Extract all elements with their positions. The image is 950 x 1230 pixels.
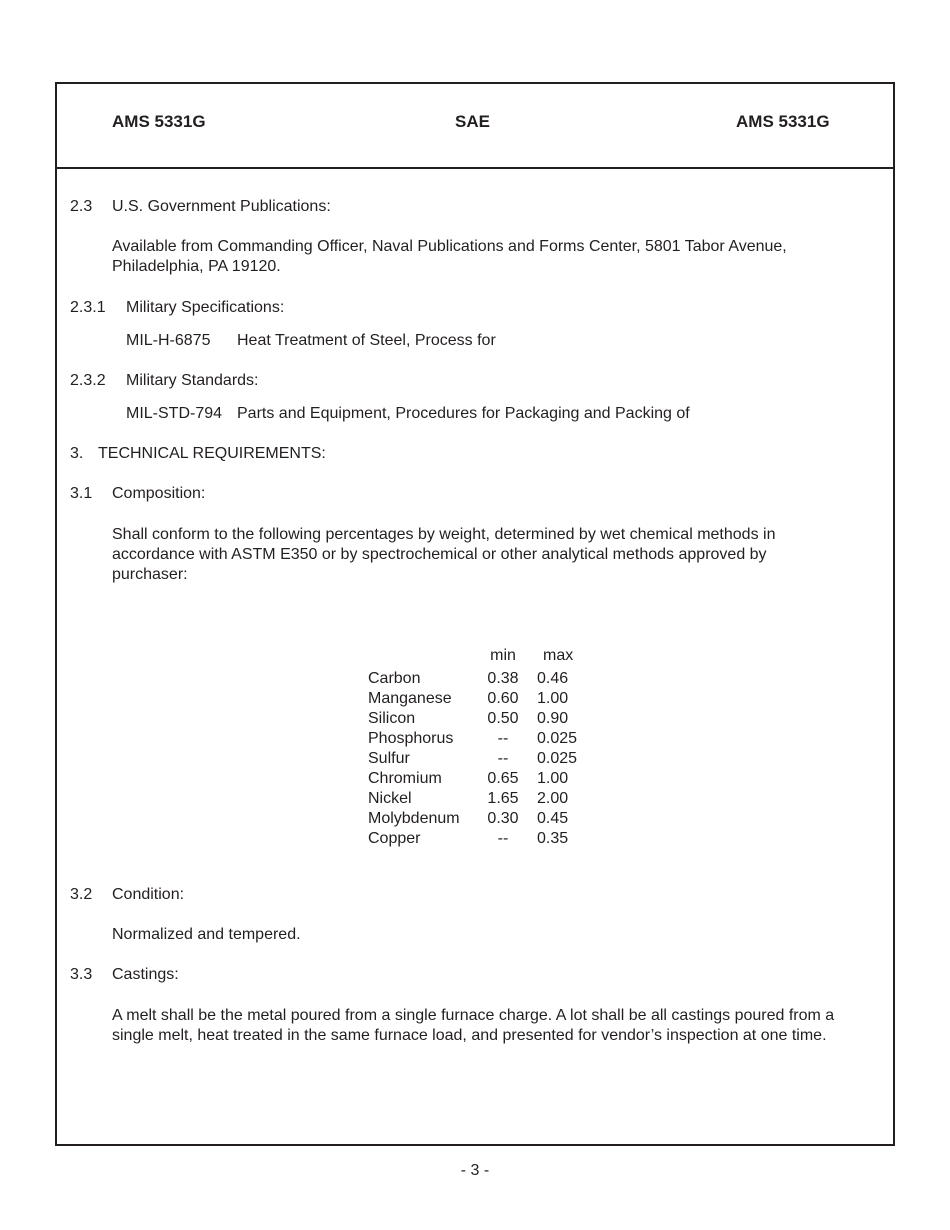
section-title: U.S. Government Publications:	[112, 198, 331, 215]
header-doc-id-left: AMS 5331G	[112, 112, 206, 131]
min-column-header: min	[490, 647, 516, 664]
section-title: Military Specifications:	[126, 299, 285, 316]
section-number: 2.3.2	[70, 372, 106, 389]
section-title: TECHNICAL REQUIREMENTS:	[98, 445, 326, 462]
section-number: 3.1	[70, 485, 93, 502]
element-name: Nickel	[368, 790, 412, 807]
min-value: --	[497, 830, 509, 847]
page-header	[57, 84, 893, 169]
section-number: 3.3	[70, 966, 93, 983]
max-value: 1.00	[537, 690, 569, 707]
section-body: Available from Commanding Officer, Naval Publications and Forms Center, 5801 Tabor Avenue, Philadelphia, PA 19120.	[112, 238, 787, 275]
standard-description: Parts and Equipment, Procedures for Packaging and Packing of	[237, 405, 690, 422]
section-title: Castings:	[112, 966, 179, 983]
element-name: Manganese	[368, 690, 452, 707]
section-number: 2.3	[70, 198, 93, 215]
header-org: SAE	[455, 112, 490, 131]
section-title: Composition:	[112, 485, 206, 502]
max-value: 0.025	[537, 750, 578, 767]
section-number: 3.2	[70, 886, 93, 903]
min-value: 1.65	[487, 790, 519, 807]
min-value: 0.30	[487, 810, 519, 827]
element-name: Silicon	[368, 710, 416, 727]
page-number: - 3 -	[460, 1162, 490, 1179]
spec-code: MIL-H-6875	[126, 332, 211, 349]
element-name: Carbon	[368, 670, 421, 687]
max-value: 0.35	[537, 830, 569, 847]
min-value: 0.38	[487, 670, 519, 687]
spec-description: Heat Treatment of Steel, Process for	[237, 332, 496, 349]
element-name: Copper	[368, 830, 421, 847]
element-name: Molybdenum	[368, 810, 460, 827]
max-value: 2.00	[537, 790, 569, 807]
section-number: 3.	[70, 445, 84, 462]
header-doc-id-right: AMS 5331G	[736, 112, 830, 131]
min-value: 0.50	[487, 710, 519, 727]
section-title: Military Standards:	[126, 372, 259, 389]
max-value: 0.025	[537, 730, 578, 747]
min-value: --	[497, 730, 509, 747]
min-value: --	[497, 750, 509, 767]
max-value: 0.46	[537, 670, 569, 687]
element-name: Chromium	[368, 770, 442, 787]
standard-code: MIL-STD-794	[126, 405, 223, 422]
min-value: 0.65	[487, 770, 519, 787]
section-body: A melt shall be the metal poured from a single furnace charge. A lot shall be all castings poured from a single melt, heat treated in the same furnace load, and presented for vendor’s inspection at one time.	[112, 1007, 835, 1044]
max-value: 1.00	[537, 770, 569, 787]
element-name: Phosphorus	[368, 730, 454, 747]
max-column-header: max	[543, 647, 574, 664]
min-value: 0.60	[487, 690, 519, 707]
section-body: Shall conform to the following percentages by weight, determined by wet chemical methods in accordance with ASTM E350 or by spectrochemical or other analytical methods approved by purchaser:	[112, 526, 776, 583]
max-value: 0.90	[537, 710, 569, 727]
element-name: Sulfur	[368, 750, 410, 767]
max-value: 0.45	[537, 810, 569, 827]
section-title: Condition:	[112, 886, 185, 903]
section-number: 2.3.1	[70, 299, 106, 316]
section-body: Normalized and tempered.	[112, 926, 301, 943]
